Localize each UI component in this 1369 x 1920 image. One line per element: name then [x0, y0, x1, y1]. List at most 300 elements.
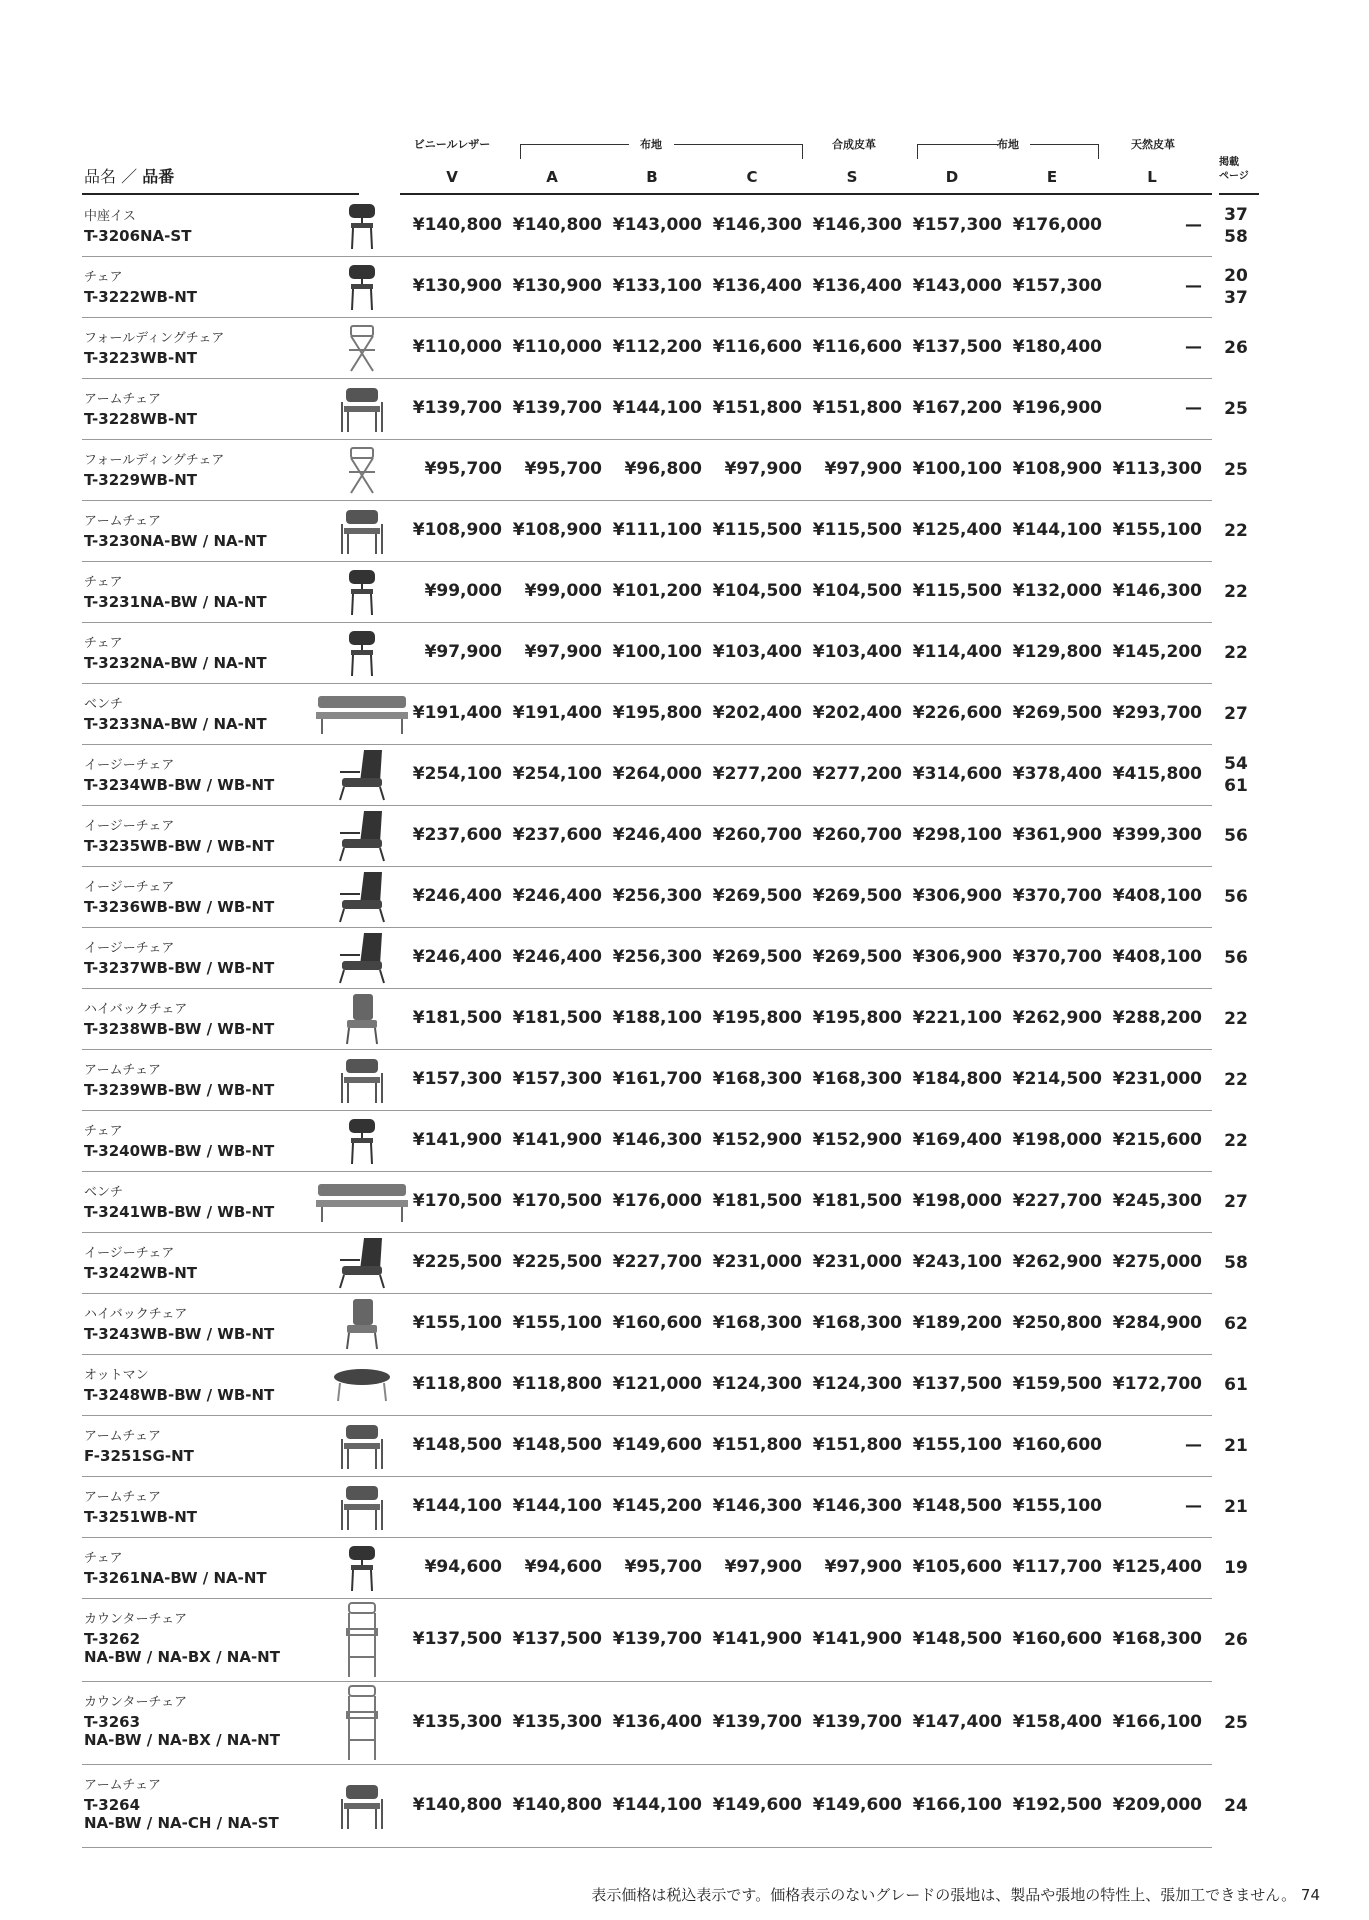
price-s: ¥115,500: [812, 520, 902, 540]
catalog-pages: [1220, 265, 1252, 309]
table-row: [82, 195, 1248, 257]
price-v: ¥108,900: [412, 520, 502, 540]
price-e: ¥378,400: [1012, 764, 1102, 784]
product-category: フォールディングチェア: [84, 331, 225, 346]
catalog-page-number: 56: [1224, 948, 1248, 968]
price-e: ¥108,900: [1012, 459, 1102, 479]
price-a: ¥108,900: [512, 520, 602, 540]
product-category: ベンチ: [84, 697, 124, 712]
header-rule-page: [1219, 193, 1259, 195]
price-b: ¥149,600: [612, 1435, 702, 1455]
price-l: —: [1185, 276, 1202, 296]
price-e: ¥192,500: [1012, 1795, 1102, 1815]
product-category: オットマン: [84, 1368, 149, 1383]
price-b: ¥112,200: [612, 337, 702, 357]
product-code-variants: NA-BW / NA-CH / NA-ST: [84, 1814, 279, 1832]
product-code: T-3235WB-BW / WB-NT: [84, 837, 275, 855]
price-d: ¥167,200: [912, 398, 1002, 418]
product-category: チェア: [84, 1124, 123, 1139]
price-s: ¥195,800: [812, 1008, 902, 1028]
price-a: ¥157,300: [512, 1069, 602, 1089]
price-e: ¥269,500: [1012, 703, 1102, 723]
catalog-pages: [1220, 1252, 1252, 1274]
price-a: ¥170,500: [512, 1191, 602, 1211]
price-a: ¥135,300: [512, 1712, 602, 1732]
product-code: T-3238WB-BW / WB-NT: [84, 1020, 275, 1038]
catalog-page-number: 25: [1224, 1713, 1248, 1733]
price-d: ¥137,500: [912, 337, 1002, 357]
catalog-page-number: 25: [1224, 460, 1248, 480]
price-a: ¥155,100: [512, 1313, 602, 1333]
table-row: [82, 1171, 1248, 1233]
price-s: ¥124,300: [812, 1374, 902, 1394]
price-a: ¥246,400: [512, 947, 602, 967]
price-s: ¥141,900: [812, 1629, 902, 1649]
footer-note: 表示価格は税込表示です。価格表示のないグレードの張地は、製品や張地の特性上、張加工できません。: [591, 1886, 1297, 1904]
column-header-v: V: [446, 168, 458, 186]
catalog-page-number: 27: [1224, 1192, 1248, 1212]
product-category: アームチェア: [84, 514, 161, 529]
price-c: ¥146,300: [712, 215, 802, 235]
price-s: ¥269,500: [812, 886, 902, 906]
catalog-pages: [1220, 459, 1252, 481]
price-b: ¥133,100: [612, 276, 702, 296]
price-d: ¥147,400: [912, 1712, 1002, 1732]
group-vinyl-leather: ビニールレザー: [413, 138, 491, 151]
price-l: —: [1185, 215, 1202, 235]
product-code: T-3239WB-BW / WB-NT: [84, 1081, 275, 1099]
page-label-line2: ページ: [1219, 171, 1249, 182]
price-e: ¥129,800: [1012, 642, 1102, 662]
catalog-pages: [1220, 825, 1252, 847]
page-label-line1: 掲載: [1219, 157, 1239, 168]
price-d: ¥314,600: [912, 764, 1002, 784]
catalog-pages: [1220, 398, 1252, 420]
price-b: ¥136,400: [612, 1712, 702, 1732]
price-d: ¥114,400: [912, 642, 1002, 662]
price-c: ¥151,800: [712, 398, 802, 418]
price-v: ¥170,500: [412, 1191, 502, 1211]
price-v: ¥148,500: [412, 1435, 502, 1455]
price-d: ¥306,900: [912, 947, 1002, 967]
table-row: [82, 744, 1248, 806]
catalog-page-number: 21: [1224, 1497, 1248, 1517]
price-b: ¥176,000: [612, 1191, 702, 1211]
column-header-a: A: [546, 168, 558, 186]
price-d: ¥243,100: [912, 1252, 1002, 1272]
price-e: ¥157,300: [1012, 276, 1102, 296]
product-code-variants: NA-BW / NA-BX / NA-NT: [84, 1731, 280, 1749]
price-c: ¥97,900: [724, 1557, 802, 1577]
catalog-page-number: 37: [1224, 205, 1248, 225]
product-category: チェア: [84, 1551, 123, 1566]
price-s: ¥103,400: [812, 642, 902, 662]
price-v: ¥246,400: [412, 947, 502, 967]
catalog-pages: [1220, 1435, 1252, 1457]
price-c: ¥141,900: [712, 1629, 802, 1649]
price-e: ¥144,100: [1012, 520, 1102, 540]
group-fabric-1: 布地: [640, 138, 662, 151]
product-code: T-3237WB-BW / WB-NT: [84, 959, 275, 977]
product-category: アームチェア: [84, 1429, 161, 1444]
product-code-variants: NA-BW / NA-BX / NA-NT: [84, 1648, 280, 1666]
product-category: ベンチ: [84, 1185, 124, 1200]
price-v: ¥110,000: [412, 337, 502, 357]
catalog-page-number: 56: [1224, 887, 1248, 907]
table-row: [82, 500, 1248, 562]
catalog-pages: [1220, 703, 1252, 725]
product-category: カウンターチェア: [84, 1695, 188, 1710]
product-code: T-3243WB-BW / WB-NT: [84, 1325, 275, 1343]
price-d: ¥100,100: [912, 459, 1002, 479]
price-v: ¥141,900: [412, 1130, 502, 1150]
price-l: ¥275,000: [1112, 1252, 1202, 1272]
catalog-pages: [1220, 947, 1252, 969]
price-e: ¥262,900: [1012, 1008, 1102, 1028]
catalog-page-number: 27: [1224, 704, 1248, 724]
group-synthetic-leather: 合成皮革: [832, 138, 876, 151]
table-row: [82, 805, 1248, 867]
name-label: 品名: [84, 167, 117, 186]
product-category: アームチェア: [84, 392, 161, 407]
price-b: ¥145,200: [612, 1496, 702, 1516]
price-s: ¥104,500: [812, 581, 902, 601]
price-c: ¥269,500: [712, 886, 802, 906]
price-a: ¥110,000: [512, 337, 602, 357]
price-e: ¥214,500: [1012, 1069, 1102, 1089]
catalog-pages: [1220, 1795, 1252, 1817]
product-category: チェア: [84, 270, 123, 285]
catalog-page-number: 24: [1224, 1796, 1248, 1816]
catalog-pages: [1220, 581, 1252, 603]
catalog-pages: [1220, 1069, 1252, 1091]
price-b: ¥256,300: [612, 886, 702, 906]
price-e: ¥117,700: [1012, 1557, 1102, 1577]
product-code: T-3262: [84, 1630, 141, 1648]
price-c: ¥116,600: [712, 337, 802, 357]
price-d: ¥157,300: [912, 215, 1002, 235]
product-code: T-3242WB-NT: [84, 1264, 197, 1282]
price-v: ¥99,000: [424, 581, 502, 601]
group-natural-leather: 天然皮革: [1131, 138, 1175, 151]
bracket-fabric1-right: [674, 144, 803, 159]
price-e: ¥361,900: [1012, 825, 1102, 845]
price-b: ¥144,100: [612, 1795, 702, 1815]
catalog-pages: [1220, 642, 1252, 664]
price-b: ¥101,200: [612, 581, 702, 601]
price-d: ¥306,900: [912, 886, 1002, 906]
catalog-pages: [1220, 1313, 1252, 1335]
price-b: ¥161,700: [612, 1069, 702, 1089]
price-a: ¥97,900: [524, 642, 602, 662]
table-row: [82, 439, 1248, 501]
price-v: ¥139,700: [412, 398, 502, 418]
price-c: ¥103,400: [712, 642, 802, 662]
table-row: [82, 1293, 1248, 1355]
price-s: ¥116,600: [812, 337, 902, 357]
price-d: ¥155,100: [912, 1435, 1002, 1455]
price-a: ¥141,900: [512, 1130, 602, 1150]
price-a: ¥181,500: [512, 1008, 602, 1028]
price-b: ¥264,000: [612, 764, 702, 784]
catalog-page-number: 54: [1224, 754, 1248, 774]
table-row: [82, 256, 1248, 318]
price-e: ¥132,000: [1012, 581, 1102, 601]
price-d: ¥148,500: [912, 1629, 1002, 1649]
product-category: カウンターチェア: [84, 1612, 188, 1627]
price-l: ¥172,700: [1112, 1374, 1202, 1394]
catalog-pages: [1220, 1130, 1252, 1152]
table-row: [82, 622, 1248, 684]
price-a: ¥99,000: [524, 581, 602, 601]
product-category: フォールディングチェア: [84, 453, 225, 468]
price-l: ¥146,300: [1112, 581, 1202, 601]
price-c: ¥124,300: [712, 1374, 802, 1394]
price-l: ¥113,300: [1112, 459, 1202, 479]
price-v: ¥191,400: [412, 703, 502, 723]
price-s: ¥151,800: [812, 398, 902, 418]
price-l: —: [1185, 398, 1202, 418]
catalog-page-number: 26: [1224, 1630, 1248, 1650]
price-d: ¥189,200: [912, 1313, 1002, 1333]
price-v: ¥140,800: [412, 1795, 502, 1815]
price-l: ¥155,100: [1112, 520, 1202, 540]
table-row: [82, 927, 1248, 989]
price-e: ¥180,400: [1012, 337, 1102, 357]
price-b: ¥121,000: [612, 1374, 702, 1394]
product-code: T-3240WB-BW / WB-NT: [84, 1142, 275, 1160]
product-code: T-3228WB-NT: [84, 410, 197, 428]
table-row: [82, 1764, 1248, 1848]
price-a: ¥140,800: [512, 215, 602, 235]
price-e: ¥370,700: [1012, 886, 1102, 906]
table-row: [82, 988, 1248, 1050]
catalog-pages: [1220, 753, 1252, 797]
price-c: ¥152,900: [712, 1130, 802, 1150]
price-e: ¥158,400: [1012, 1712, 1102, 1732]
price-d: ¥169,400: [912, 1130, 1002, 1150]
price-a: ¥95,700: [524, 459, 602, 479]
product-code: T-3236WB-BW / WB-NT: [84, 898, 275, 916]
price-d: ¥125,400: [912, 520, 1002, 540]
price-c: ¥168,300: [712, 1069, 802, 1089]
table-row: [82, 1681, 1248, 1765]
price-c: ¥97,900: [724, 459, 802, 479]
price-l: ¥166,100: [1112, 1712, 1202, 1732]
product-category: ハイバックチェア: [84, 1307, 188, 1322]
catalog-page-number: 19: [1224, 1558, 1248, 1578]
product-code: T-3241WB-BW / WB-NT: [84, 1203, 275, 1221]
product-category: イージーチェア: [84, 819, 175, 834]
price-c: ¥146,300: [712, 1496, 802, 1516]
product-category: アームチェア: [84, 1778, 161, 1793]
table-row: [82, 1354, 1248, 1416]
price-l: ¥399,300: [1112, 825, 1202, 845]
catalog-page-number: 61: [1224, 1375, 1248, 1395]
price-v: ¥144,100: [412, 1496, 502, 1516]
price-d: ¥166,100: [912, 1795, 1002, 1815]
price-c: ¥277,200: [712, 764, 802, 784]
product-category: チェア: [84, 575, 123, 590]
price-a: ¥140,800: [512, 1795, 602, 1815]
price-l: ¥284,900: [1112, 1313, 1202, 1333]
price-s: ¥146,300: [812, 215, 902, 235]
price-a: ¥225,500: [512, 1252, 602, 1272]
price-b: ¥95,700: [624, 1557, 702, 1577]
product-category: イージーチェア: [84, 1246, 175, 1261]
bracket-fabric2-left: [917, 144, 998, 159]
column-header-l: L: [1147, 168, 1157, 186]
price-v: ¥140,800: [412, 215, 502, 235]
catalog-page-number: 22: [1224, 1070, 1248, 1090]
price-d: ¥137,500: [912, 1374, 1002, 1394]
table-row: [82, 1537, 1248, 1599]
price-e: ¥160,600: [1012, 1435, 1102, 1455]
price-v: ¥130,900: [412, 276, 502, 296]
price-s: ¥146,300: [812, 1496, 902, 1516]
product-code: T-3251WB-NT: [84, 1508, 197, 1526]
catalog-pages: [1220, 520, 1252, 542]
price-b: ¥139,700: [612, 1629, 702, 1649]
catalog-page-number: 58: [1224, 1253, 1248, 1273]
price-v: ¥97,900: [424, 642, 502, 662]
catalog-page-number: 22: [1224, 1009, 1248, 1029]
price-l: ¥293,700: [1112, 703, 1202, 723]
price-b: ¥246,400: [612, 825, 702, 845]
price-s: ¥260,700: [812, 825, 902, 845]
price-b: ¥160,600: [612, 1313, 702, 1333]
column-header-d: D: [945, 168, 959, 186]
table-row: [82, 561, 1248, 623]
price-s: ¥139,700: [812, 1712, 902, 1732]
product-code: T-3234WB-BW / WB-NT: [84, 776, 275, 794]
group-fabric-2: 布地: [997, 138, 1019, 151]
catalog-page-number: 20: [1224, 266, 1248, 286]
price-v: ¥137,500: [412, 1629, 502, 1649]
price-s: ¥168,300: [812, 1069, 902, 1089]
price-b: ¥227,700: [612, 1252, 702, 1272]
table-row: [82, 1598, 1248, 1682]
price-d: ¥221,100: [912, 1008, 1002, 1028]
catalog-page-number: 21: [1224, 1436, 1248, 1456]
catalog-page-number: 58: [1224, 227, 1248, 247]
product-category: アームチェア: [84, 1490, 161, 1505]
price-l: ¥408,100: [1112, 886, 1202, 906]
separator: ／: [121, 167, 138, 186]
price-l: ¥215,600: [1112, 1130, 1202, 1150]
price-a: ¥144,100: [512, 1496, 602, 1516]
price-c: ¥149,600: [712, 1795, 802, 1815]
price-d: ¥198,000: [912, 1191, 1002, 1211]
price-c: ¥181,500: [712, 1191, 802, 1211]
catalog-page-number: 61: [1224, 776, 1248, 796]
product-code: T-3248WB-BW / WB-NT: [84, 1386, 275, 1404]
product-code: T-3233NA-BW / NA-NT: [84, 715, 267, 733]
price-b: ¥143,000: [612, 215, 702, 235]
product-category: チェア: [84, 636, 123, 651]
price-a: ¥237,600: [512, 825, 602, 845]
price-l: ¥408,100: [1112, 947, 1202, 967]
price-v: ¥155,100: [412, 1313, 502, 1333]
price-a: ¥191,400: [512, 703, 602, 723]
price-c: ¥168,300: [712, 1313, 802, 1333]
price-b: ¥96,800: [624, 459, 702, 479]
price-e: ¥198,000: [1012, 1130, 1102, 1150]
price-a: ¥148,500: [512, 1435, 602, 1455]
column-header-name: [84, 164, 174, 187]
page-number: 74: [1300, 1886, 1320, 1904]
price-l: ¥125,400: [1112, 1557, 1202, 1577]
catalog-page-number: 56: [1224, 826, 1248, 846]
catalog-pages: [1220, 886, 1252, 908]
product-code: T-3230NA-BW / NA-NT: [84, 532, 267, 550]
table-row: [82, 866, 1248, 928]
price-s: ¥168,300: [812, 1313, 902, 1333]
price-s: ¥277,200: [812, 764, 902, 784]
price-a: ¥139,700: [512, 398, 602, 418]
price-l: ¥415,800: [1112, 764, 1202, 784]
product-code: T-3222WB-NT: [84, 288, 197, 306]
catalog-page-number: 25: [1224, 399, 1248, 419]
catalog-page-number: 26: [1224, 338, 1248, 358]
price-v: ¥135,300: [412, 1712, 502, 1732]
table-row: [82, 1415, 1248, 1477]
price-a: ¥94,600: [524, 1557, 602, 1577]
table-row: [82, 1049, 1248, 1111]
catalog-pages: [1220, 1557, 1252, 1579]
catalog-pages: [1220, 1712, 1252, 1734]
catalog-pages: [1220, 1374, 1252, 1396]
price-d: ¥148,500: [912, 1496, 1002, 1516]
product-code: T-3263: [84, 1713, 141, 1731]
column-header-e: E: [1046, 168, 1058, 186]
price-c: ¥115,500: [712, 520, 802, 540]
product-code: T-3261NA-BW / NA-NT: [84, 1569, 267, 1587]
catalog-pages: [1220, 1496, 1252, 1518]
price-v: ¥157,300: [412, 1069, 502, 1089]
code-label: 品番: [142, 167, 175, 186]
price-s: ¥269,500: [812, 947, 902, 967]
price-c: ¥151,800: [712, 1435, 802, 1455]
price-e: ¥176,000: [1012, 215, 1102, 235]
table-row: [82, 683, 1248, 745]
price-a: ¥137,500: [512, 1629, 602, 1649]
column-header-b: B: [646, 168, 658, 186]
price-e: ¥160,600: [1012, 1629, 1102, 1649]
table-row: [82, 378, 1248, 440]
price-s: ¥97,900: [824, 459, 902, 479]
price-l: ¥288,200: [1112, 1008, 1202, 1028]
catalog-pages: [1220, 1629, 1252, 1651]
price-d: ¥105,600: [912, 1557, 1002, 1577]
price-c: ¥202,400: [712, 703, 802, 723]
bracket-fabric1-left: [520, 144, 629, 159]
price-d: ¥184,800: [912, 1069, 1002, 1089]
price-a: ¥246,400: [512, 886, 602, 906]
price-b: ¥195,800: [612, 703, 702, 723]
product-category: イージーチェア: [84, 941, 175, 956]
price-e: ¥227,700: [1012, 1191, 1102, 1211]
price-d: ¥298,100: [912, 825, 1002, 845]
price-v: ¥237,600: [412, 825, 502, 845]
price-s: ¥152,900: [812, 1130, 902, 1150]
catalog-page-number: 22: [1224, 643, 1248, 663]
price-s: ¥181,500: [812, 1191, 902, 1211]
price-c: ¥136,400: [712, 276, 802, 296]
product-code: F-3251SG-NT: [84, 1447, 194, 1465]
price-b: ¥144,100: [612, 398, 702, 418]
price-e: ¥196,900: [1012, 398, 1102, 418]
